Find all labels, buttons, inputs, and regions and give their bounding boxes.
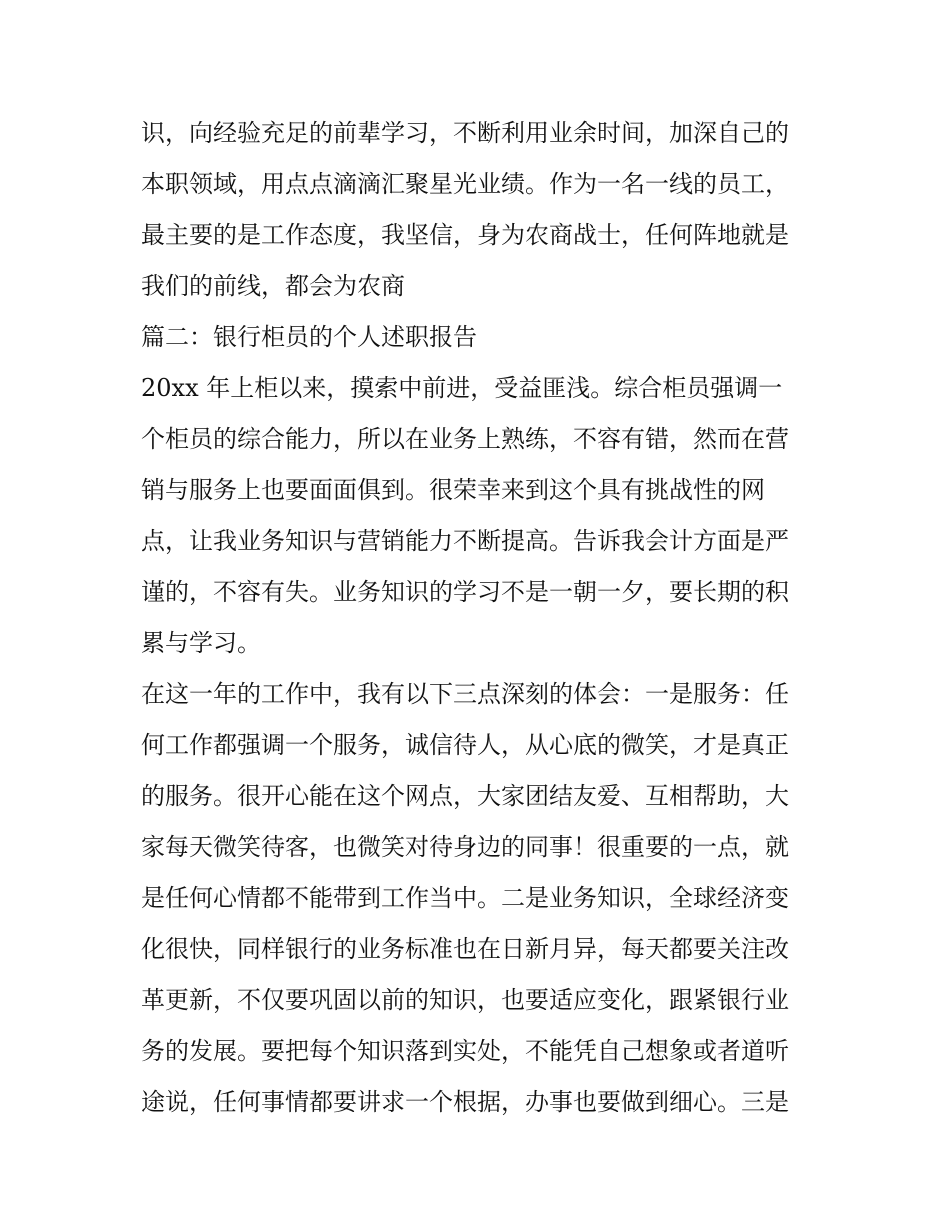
- text-line: 最主要的是工作态度，我坚信，身为农商战士，任何阵地就是: [141, 221, 789, 249]
- text-line: 家每天微笑待客，也微笑对待身边的同事！很重要的一点，就: [141, 833, 789, 861]
- text-line: 个柜员的综合能力，所以在业务上熟练，不容有错，然而在营: [141, 425, 789, 453]
- text-line: 务的发展。要把每个知识落到实处，不能凭自己想象或者道听: [141, 1037, 789, 1065]
- text-line: 点，让我业务知识与营销能力不断提高。告诉我会计方面是严: [141, 527, 789, 555]
- text-line: 我们的前线，都会为农商: [141, 272, 405, 300]
- text-line: 本职领域，用点点滴滴汇聚星光业绩。作为一名一线的员工，: [141, 170, 789, 198]
- text-line: 销与服务上也要面面俱到。很荣幸来到这个具有挑战性的网: [141, 476, 765, 504]
- text-line: 在这一年的工作中，我有以下三点深刻的体会：一是服务：任: [141, 680, 789, 708]
- text-line: 的服务。很开心能在这个网点，大家团结友爱、互相帮助，大: [141, 782, 789, 810]
- text-line: 识，向经验充足的前辈学习，不断利用业余时间，加深自己的: [141, 119, 789, 147]
- text-line: 化很快，同样银行的业务标准也在日新月异，每天都要关注改: [141, 935, 789, 963]
- text-line: 革更新，不仅要巩固以前的知识，也要适应变化，跟紧银行业: [141, 986, 789, 1014]
- text-line: 何工作都强调一个服务，诚信待人，从心底的微笑，才是真正: [141, 731, 789, 759]
- text-line: 途说，任何事情都要讲求一个根据，办事也要做到细心。三是: [141, 1088, 789, 1116]
- text-line: 是任何心情都不能带到工作当中。二是业务知识，全球经济变: [141, 884, 789, 912]
- document-page: [141, 108, 813, 1128]
- text-line: 累与学习。: [141, 629, 261, 657]
- section-heading: 篇二：银行柜员的个人述职报告: [141, 323, 477, 351]
- text-line: 谨的，不容有失。业务知识的学习不是一朝一夕，要长期的积: [141, 578, 789, 606]
- text-line: 20xx 年上柜以来，摸索中前进，受益匪浅。综合柜员强调一: [141, 374, 783, 402]
